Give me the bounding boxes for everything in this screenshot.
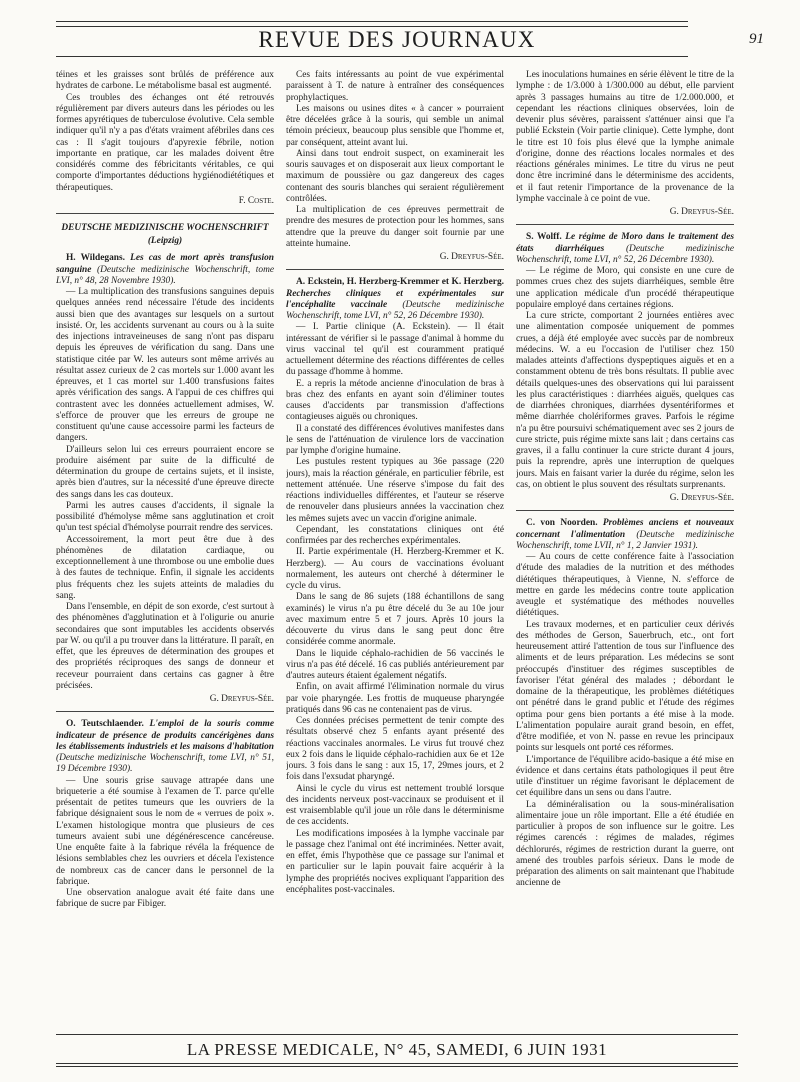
paragraph: — Le régime de Moro, qui consiste en une cure de pommes crues chez des sujets diarrhéiques, semble être une application médicale d'un procédé thérapeutique populaire employé dans certaines régions. bbox=[516, 266, 734, 310]
signature: F. Coste. bbox=[238, 195, 274, 206]
paragraph: — Au cours de cette conférence faite à l'association d'étude des maladies de la nutrition et des méthodes diététiques thérapeutiques, à Vienne, N. s'efforce de mettre en garde les médecins contre toute application aveugle et systématique des méthodes nouvelles diététiques. bbox=[516, 552, 734, 619]
article-heading bbox=[286, 277, 504, 322]
article-author: O. Teutschlaender. bbox=[66, 719, 144, 730]
paragraph: Les pustules restent typiques au 36e passage (220 jours), mais la réaction générale, en particulier fébrile, est nettement atténuée. Une réserve s'impose du fait des réactions individuelles différentes, et l'auteur se réserve de renouveler dans plusieurs années la vaccination chez les mêmes sujets avec un vaccin d'origine animale. bbox=[286, 457, 504, 524]
paragraph: E. a repris la métode ancienne d'inoculation de bras à bras chez des enfants en ayant soin d'éliminer toutes causes d'accidents par transmission d'affections contagieuses aiguës ou chroniques. bbox=[286, 378, 504, 423]
paragraph: La déminéralisation ou la sous-minéralisation alimentaire joue un rôle important. Elle a été étudiée en particulier à propos de son influence sur le goitre. Les régimes carencés : régimes de malades, régimes déchlorurés, régimes de restriction durant la guerre, ont amené des troubles parfois sérieux. Dans le mode de préparation des aliments on sait maintenant que l'habitude ancienne de bbox=[516, 799, 734, 889]
article-reference: (Deutsche medizinische Wochenschrift, tome LVI, n° 48, 28 Novembre 1930). bbox=[56, 264, 274, 286]
paragraph: Ces faits intéressants au point de vue expérimental paraissent à T. de nature à entraîner des conséquences prophylactiques. bbox=[286, 70, 504, 103]
separator bbox=[516, 510, 734, 511]
paragraph: Ainsi le cycle du virus est nettement troublé lorsque des incidents nerveux post-vaccinaux se produisent et il est vraisemblable qu'il joue un rôle dans le déterminisme de ces accidents. bbox=[286, 783, 504, 828]
paragraph: Les modifications imposées à la lymphe vaccinale par le passage chez l'animal ont été incriminées. Netter avait, en effet, émis l'hypothèse que ce passage sur l'animal et en particulier sur le lapin pouvait faire acquérir à la lymphe des propriétés nocives expliquant l'apparition des encéphalites post-vaccinales. bbox=[286, 828, 504, 895]
section-heading: DEUTSCHE MEDIZINISCHE WOCHENSCHRIFT bbox=[61, 223, 269, 233]
page-header bbox=[56, 27, 764, 55]
paragraph: Cependant, les constatations cliniques ont été confirmées par des recherches expérimentales. bbox=[286, 524, 504, 546]
article-heading bbox=[56, 253, 274, 287]
paragraph: Ainsi dans tout endroit suspect, on examinerait les souris sauvages et on disposerait aux lieux comportant le maximum de poussière ou gaz dangereux des cages contenant des souris blanches qui seraient régulièrement contrôlées. bbox=[286, 148, 504, 204]
paragraph: Dans le sang de 86 sujets (188 échantillons de sang examinés) le virus n'a pu être décelé du 3e au 10e jour avec maximum entre 5 et 7 jours. Après 10 jours la découverte du virus dans le sang peut donc être considérée comme anormale. bbox=[286, 592, 504, 648]
separator bbox=[56, 711, 274, 712]
article-title: Les cas de mort après transfusion sanguine bbox=[56, 253, 274, 275]
paragraph: Accessoirement, la mort peut être due à des phénomènes de dilatation cardiaque, ou exceptionnellement à une thrombose ou une embolie dues à des fautes de technique. Enfin, il signale les accidents plus fréquents chez les sujets atteints de maladies du sang. bbox=[56, 534, 274, 601]
separator bbox=[516, 224, 734, 225]
article-reference: (Deutsche medizinische Wochenschrift, tome LVII, n° 1, 2 Janvier 1931). bbox=[516, 529, 734, 551]
paragraph: La multiplication de ces épreuves permettrait de prendre des mesures de protection pour les hommes, sans attendre que la preuve du danger soit fournie par une atteinte humaine. bbox=[286, 205, 504, 249]
paragraph: Une observation analogue avait été faite dans une fabrique de sucre par Fibiger. bbox=[56, 888, 274, 910]
paragraph: Les maisons ou usines dites « à cancer » pourraient être décelées grâce à la souris, qui semble un animal témoin précieux, beaucoup plus sensible que l'homme et, par conséquent, atteint avant lui. bbox=[286, 103, 504, 148]
journal-title: REVUE DES JOURNAUX bbox=[258, 27, 536, 52]
paragraph: Ces troubles des échanges ont été retrouvés régulièrement par divers auteurs dans les périodes ou les formes apyrétiques de tuberculose évolutive. Cela semble indiquer qu'il n'y a pas d'états vraiment afébriles dans ces cas : Il s'agit toujours d'apyrexie fébrile, notion importante en pratique, car les malades doivent être considérés comme des fébricitants véritables, ce qui comporte d'importantes déductions hygiénodiététiques et thérapeutiques. bbox=[56, 92, 274, 193]
article-title: L'emploi de la souris comme indicateur de présence de produits cancérigènes dans les établissements industriels et les maisons d'habitation bbox=[56, 719, 274, 752]
signature: G. Dreyfus-Sée. bbox=[209, 694, 274, 704]
footer-rule-top bbox=[56, 1034, 738, 1035]
article-author: C. von Noorden. bbox=[526, 518, 598, 529]
header-rule-under bbox=[56, 56, 688, 57]
article-heading bbox=[516, 232, 734, 266]
article-reference: (Deutsche medizinische Wochenschrift, tome LVI, n° 52, 26 Décembre 1930). bbox=[286, 299, 504, 321]
paragraph: L'importance de l'équilibre acido-basique a été mise en évidence et dans certains états pathologiques il peut être utile d'instituer un régime favorisant le déplacement de cet équilibre dans un sens ou dans l'autre. bbox=[516, 754, 734, 799]
signature: G. Dreyfus-Sée. bbox=[669, 493, 734, 503]
paragraph: Parmi les autres causes d'accidents, il signale la possibilité d'hémolyse même sans agglutination et croit qu'un test spécial d'hémolyse pourrait rendre des services. bbox=[56, 500, 274, 534]
paragraph: La cure stricte, comportant 2 journées entières avec une alimentation composée uniquement de pommes crues, a déjà été employée avec succès par de nombreux médecins. W. a eu l'occasion de l'utiliser chez 150 malades atteints d'affections dyspeptiques aiguës et en a constamment obtenu de très bons résultats. Il publie avec détails quelques-unes des observations qui lui paraissent les plus caractéristiques : diarrhées aiguës, quelques cas de diarrhées chroniques, diarrhées dysentériformes et même diarrhée cholériformes graves. Parfois le régime n'a pu être poursuivi schématiquement avec ses 2 jours de cure stricte, puis régime mixte sans lait ; dans certains cas graves, il a fallu continuer la cure stricte durant 4 jours, puis la reprendre, après une interruption de quelques jours. Mais en faisant varier la durée du régime, selon les cas, on obtient le plus souvent des résultats surprenants. bbox=[516, 311, 734, 490]
page-number: 91 bbox=[749, 31, 764, 47]
article-author: S. Wolff. bbox=[526, 232, 562, 243]
paragraph: téines et les graisses sont brûlés de préférence aux hydrates de carbone. Le métabolisme basal est augmenté. bbox=[56, 70, 274, 92]
paragraph: — Une souris grise sauvage attrapée dans une briqueterie a été soumise à l'examen de T. parce qu'elle présentait de petites tumeurs que les ouvriers de la fabrique désignaient sous le nom de « verrues de poix ». L'examen histologique montra que plusieurs de ces tumeurs avaient subi une dégénérescence cancéreuse. Une enquête faite à la fabrique révéla la fréquence de lésions semblables chez les ouvriers et décela l'existence de nombreux cas de cancer dans le personnel de la fabrique. bbox=[56, 775, 274, 887]
article-author: A. Eckstein, H. Herzberg-Kremmer et K. Herzberg. bbox=[296, 277, 504, 288]
paragraph: Les inoculations humaines en série élèvent le titre de la lymphe : de 1/3.000 à 1/300.000 au début, elle parvient après 3 passages humains au titre de 1/2.000.000, et cependant les réactions cliniques observées, loin de devenir plus sévères, paraissent s'atténuer ainsi que l'a publié Eckstein (Voir partie clinique). Cette lymphe, dont le titre est 10 fois plus élevé que la lymphe animale d'origine, donne des réactions locales normales et des réactions générales minimes. Le titre du virus ne peut donc être incriminé dans le déterminisme des accidents, et il faut retenir l'importance de la provenance de la lymphe vaccinale à ce point de vue. bbox=[516, 70, 734, 204]
text-columns bbox=[56, 70, 738, 1032]
signature: G. Dreyfus-Sée. bbox=[439, 252, 504, 262]
paragraph: Ces données précises permettent de tenir compte des résultats observé chez 5 enfants ayant présenté des réactions vaccinales anormales. Le virus fut trouvé chez eux 2 fois dans le liquide céphalo-rachidien aux 6e et 12e jours. 3 fois dans le sang : aux 15, 17, 29mes jours, et 2 fois dans l'exsudat pharyngé. bbox=[286, 716, 504, 783]
paragraph: Enfin, on avait affirmé l'élimination normale du virus par voie pharyngée. Les frottis de muqueuse pharyngée pratiqués dans 96 cas ne contenaient pas de virus. bbox=[286, 682, 504, 715]
article-author: H. Wildegans. bbox=[66, 253, 125, 264]
paragraph: Dans l'ensemble, en dépit de son exorde, c'est surtout à des phénomènes d'agglutination et à l'oligurie ou anurie secondaires que sont imputables les accidents observés par W. ou qu'il a pu trouver dans la littérature. Il paraît, en effet, que les épreuves de détermination des groupes et des propriétés réciproques des sangs de donneur et receveur pourraient dans certains cas gagner à être précisées. bbox=[56, 602, 274, 691]
header-rule-top bbox=[56, 21, 688, 22]
paragraph: Dans le liquide céphalo-rachidien de 56 vaccinés le virus n'a pas été décelé. 16 cas publiés antérieurement par d'autres auteurs étaient également négatifs. bbox=[286, 648, 504, 681]
paragraph: Les travaux modernes, et en particulier ceux dérivés des méthodes de Gerson, Sauerbruch, etc., ont fort heureusement attiré l'attention de tous sur l'influence des aliments et de leurs préparation. Les médecins se sont préoccupés d'instituer des régimes susceptibles de favoriser l'état général des malades ; débordant le domaine de la thérapeutique, les problèmes diététiques ont pénétré dans le grand public et l'étude des régimes optima pour gens bien portants a été mise à la mode. L'alimentation populaire aurait grand besoin, en effet, d'être modifiée, et von N. passe en revue les principaux points sur lesquels ont porté ces réformes. bbox=[516, 619, 734, 754]
paragraph: Il a constaté des différences évolutives manifestes dans le sens de l'atténuation de virulence lors de vaccination par lymphe d'origine humaine. bbox=[286, 423, 504, 456]
article-title: Problèmes anciens et nouveaux concernant l'alimentation bbox=[516, 518, 734, 540]
footer-rule-bottom-2 bbox=[56, 1066, 738, 1067]
paragraph: — I. Partie clinique (A. Eckstein). — Il était intéressant de vérifier si le passage d'animal à homme du virus vaccinal tel qu'il est couramment pratiqué actuellement détermine des réactions différentes de celles du passage d'homme à homme. bbox=[286, 322, 504, 378]
signature: G. Dreyfus-Sée. bbox=[669, 207, 734, 217]
column-1 bbox=[56, 70, 274, 1032]
paragraph: II. Partie expérimentale (H. Herzberg-Kremmer et K. Herzberg). — Au cours de vaccinations évoluant normalement, les auteurs ont cherché à déterminer le cycle du virus. bbox=[286, 547, 504, 591]
article-reference: (Deutsche medizinische Wochenschrift, tome LVI, n° 51, 19 Décembre 1930). bbox=[56, 753, 274, 775]
paragraph: D'ailleurs selon lui ces erreurs pourraient encore se produire aisément par suite de la difficulté de détermination du groupe de certains sujets, et il insiste, après bien d'autres, sur la nécessité d'une épreuve directe des sangs dans les cas douteux. bbox=[56, 444, 274, 500]
paragraph: — La multiplication des transfusions sanguines depuis quelques années rend nécessaire l'étude des incidents aussi bien que des avantages sur lesquels on a surtout insisté. Or, les accidents survenant au cours ou à la suite des injections intraveineuses de sang n'ont pas disparu depuis les épreuves de vérification du sang. Dans une statistique citée par W. les auteurs sont même arrivés au résultat assez curieux de 2 cas mortels sur 1.000 avant les épreuves, et 1 cas mortel sur 1.400 transfusions faites après vérification des sangs. A l'appui de ces chiffres qui contrastent avec les données actuellement admises, W. s'efforce de prouver que les erreurs de groupe ne constituent qu'une cause accessoire parmi les facteurs de dangers. bbox=[56, 287, 274, 444]
footer-rule-bottom bbox=[56, 1063, 738, 1064]
article-reference: (Deutsche medizinische Wochenschrift, tome LVI, n° 52, 26 Décembre 1930). bbox=[516, 243, 734, 265]
column-3 bbox=[516, 70, 734, 1032]
page-footer: LA PRESSE MEDICALE, N° 45, SAMEDI, 6 JUIN 1931 bbox=[186, 1040, 608, 1059]
separator bbox=[56, 213, 274, 214]
article-heading bbox=[56, 719, 274, 775]
column-2 bbox=[286, 70, 504, 1032]
section-city: (Leipzig) bbox=[147, 236, 183, 246]
article-heading bbox=[516, 518, 734, 552]
separator bbox=[286, 269, 504, 270]
article-title: Recherches cliniques et expérimentales sur l'encéphalite vaccinale bbox=[286, 288, 504, 310]
article-title: Le régime de Moro dans le traitement des états diarrhéiques bbox=[516, 232, 734, 254]
